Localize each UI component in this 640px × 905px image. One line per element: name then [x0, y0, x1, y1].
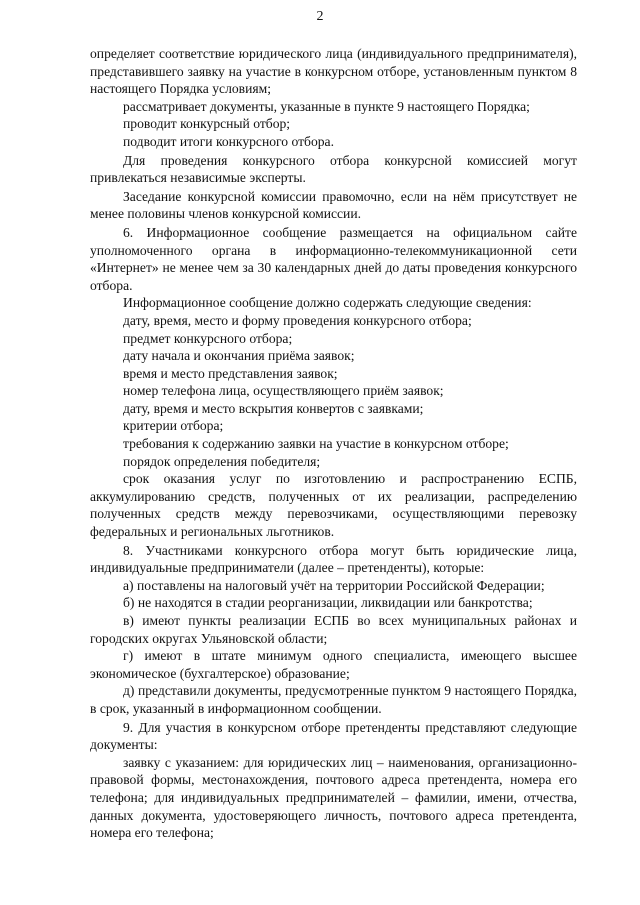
list-item-application-requirements: требования к содержанию заявки на участие в конкурсном отборе;	[123, 436, 509, 452]
paragraph-item-6-announcement: 6. Информационное сообщение размещается на официальном сайте уполномоченного органа в информационно-телекоммуникационной сети «Интернет» не менее чем за 30 календарных дней до даты проведения конкурсного отбора.	[90, 224, 577, 293]
paragraph-sums-up-results: подводит итоги конкурсного отбора.	[123, 133, 334, 149]
condition-e: д) представили документы, предусмотренные пунктом 9 настоящего Порядка, в срок, указанный в информационном сообщении.	[90, 683, 577, 716]
condition-a: а) поставлены на налоговый учёт на территории Российской Федерации;	[123, 577, 545, 593]
condition-c: в) имеют пункты реализации ЕСПБ во всех муниципальных районах и городских округах Ульяновской области;	[90, 613, 577, 646]
list-item-acceptance-dates: дату начала и окончания приёма заявок;	[123, 348, 355, 364]
list-item-submission-place: время и место представления заявок;	[123, 365, 338, 381]
list-item-subject: предмет конкурсного отбора;	[123, 330, 293, 346]
list-item-winner-procedure: порядок определения победителя;	[123, 453, 321, 469]
paragraph-item-9-documents: 9. Для участия в конкурсном отборе претенденты представляют следующие документы:	[90, 719, 577, 753]
paragraph-application-details: заявку с указанием: для юридических лиц – наименования, организационно-правовой формы, местонахождения, почтового адреса претендента, номера его телефона; для индивидуальных предпринимателей – фамилии, имени, отчества, данных документа, удостоверяющего личность, почтового адреса претендента, номера его телефона;	[90, 754, 577, 841]
list-item-service-term: срок оказания услуг по изготовлению и распространению ЕСПБ, аккумулированию средств, полученных от их реализации, распределению полученных средств между перевозчиками, осуществляющими перевозку федеральных и региональных льготников.	[90, 471, 577, 540]
paragraph-item-8-participants: 8. Участниками конкурсного отбора могут быть юридические лица, индивидуальные предприниматели (далее – претенденты), которые:	[90, 542, 577, 576]
condition-d: г) имеют в штате минимум одного специалиста, имеющего высшее экономическое (бухгалтерское) образование;	[90, 648, 577, 681]
list-item-phone-number: номер телефона лица, осуществляющего приём заявок;	[123, 383, 444, 399]
paragraph-reviews-documents: рассматривает документы, указанные в пункте 9 настоящего Порядка;	[123, 98, 530, 114]
list-item-envelope-opening: дату, время и место вскрытия конвертов с заявками;	[123, 400, 424, 416]
paragraph-determines-compliance: определяет соответствие юридического лица (индивидуального предпринимателя), представившего заявку на участие в конкурсном отборе, установленным пунктом 8 настоящего Порядка условиям;	[90, 46, 577, 97]
document-body	[90, 45, 577, 842]
paragraph-announcement-contents: Информационное сообщение должно содержать следующие сведения:	[123, 295, 532, 311]
paragraph-quorum: Заседание конкурсной комиссии правомочно, если на нём присутствует не менее половины членов конкурсной комиссии.	[90, 188, 577, 222]
page-number: 2	[316, 9, 324, 24]
condition-b: б) не находятся в стадии реорганизации, ликвидации или банкротства;	[123, 595, 533, 611]
paragraph-conducts-selection: проводит конкурсный отбор;	[123, 116, 291, 132]
list-item-date-time-place: дату, время, место и форму проведения конкурсного отбора;	[123, 312, 472, 328]
list-item-criteria: критерии отбора;	[123, 418, 224, 434]
paragraph-independent-experts: Для проведения конкурсного отбора конкурсной комиссией могут привлекаться независимые эксперты.	[90, 152, 577, 186]
